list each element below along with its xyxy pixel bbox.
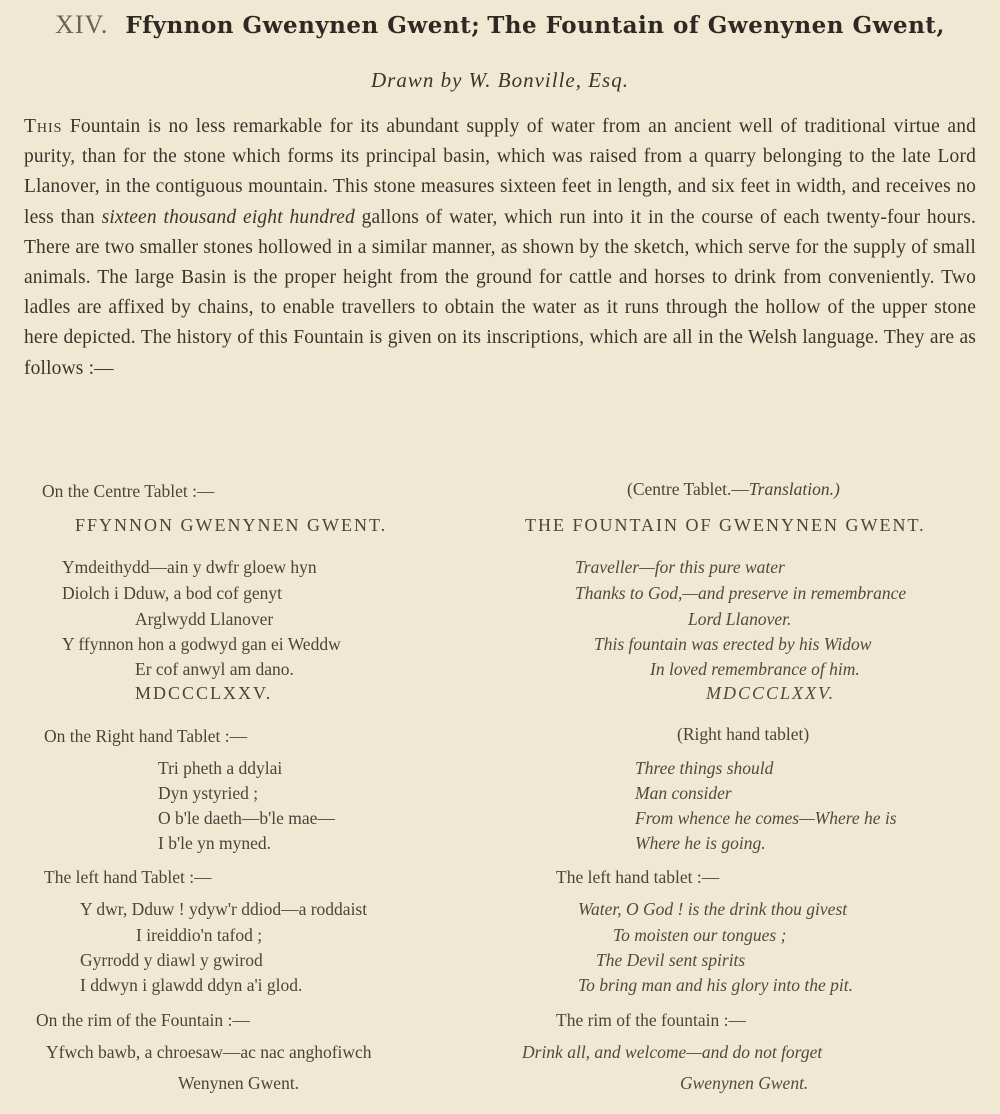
byline: Drawn by W. Bonville, Esq. (371, 68, 629, 92)
right-tablet-english-line: Three things should (635, 758, 774, 778)
left-tablet-english-line: To bring man and his glory into the pit. (578, 975, 854, 995)
centre-welsh-line: Arglwydd Llanover (135, 609, 274, 629)
title-welsh: Ffynnon Gwenynen Gwent; (125, 12, 481, 39)
centre-english-line: Lord Llanover. (688, 609, 792, 629)
rim-english-line: Drink all, and welcome—and do not forget (522, 1042, 823, 1062)
rim-left-heading: On the rim of the Fountain :— (36, 1010, 250, 1030)
centre-english-title: THE FOUNTAIN OF GWENYNEN GWENT. (525, 515, 926, 535)
left-tablet-english-line: Water, O God ! is the drink thou givest (578, 899, 848, 919)
right-tablet-english-line: Man consider (635, 783, 732, 803)
title-english: The Fountain of Gwenynen Gwent, (487, 12, 945, 39)
right-tablet-english-line: Where he is going. (635, 833, 766, 853)
left-tablet-left-heading: The left hand Tablet :— (44, 867, 212, 887)
rim-right-heading: The rim of the fountain :— (556, 1010, 747, 1030)
centre-welsh-line: Y ffynnon hon a godwyd gan ei Weddw (62, 634, 341, 654)
section-number: XIV. (55, 10, 109, 39)
centre-welsh-line: Diolch i Dduw, a bod cof genyt (62, 583, 282, 603)
rim-welsh-line: Yfwch bawb, a chroesaw—ac nac anghofiwch (46, 1042, 372, 1062)
centre-english-line: MDCCCLXXV. (706, 683, 836, 703)
intro-paragraph (24, 112, 976, 384)
centre-right-heading-b: Translation.) (748, 479, 840, 499)
rim-english-line: Gwenynen Gwent. (680, 1073, 809, 1093)
right-tablet-left-heading: On the Right hand Tablet :— (44, 726, 248, 746)
right-tablet-english-line: From whence he comes—Where he is (635, 808, 897, 828)
left-tablet-english-line: To moisten our tongues ; (613, 925, 787, 945)
intro-first-word: This (24, 116, 63, 137)
rim-welsh-line: Wenynen Gwent. (178, 1073, 300, 1093)
left-tablet-welsh-line: Gyrrodd y diawl y gwirod (80, 950, 263, 970)
centre-english-line: Traveller—for this pure water (575, 557, 785, 577)
centre-welsh-line: MDCCCLXXV. (135, 683, 273, 703)
intro-italic-quantity: sixteen thousand eight hundred (101, 206, 355, 228)
centre-english-line: In loved remembrance of him. (650, 659, 860, 679)
centre-english-line: Thanks to God,—and preserve in remembrance (575, 583, 907, 603)
centre-english-line: This fountain was erected by his Widow (594, 634, 872, 654)
intro-text-a: Fountain is no less remarkable for its abundant supply of water from an ancient well of traditional virtue and purity, than for the stone which forms its principal basin, which was raised from a quarry belonging to the late Lord Llanover, in the contiguous mountain. This stone measures sixteen feet in length, and six feet in width, and receives no less than (24, 116, 976, 228)
left-tablet-welsh-line: Y dwr, Dduw ! ydyw'r ddiod—a roddaist (80, 899, 368, 919)
centre-welsh-title: FFYNNON GWENYNEN GWENT. (75, 515, 388, 535)
left-tablet-welsh-line: I ireiddio'n tafod ; (136, 925, 263, 945)
right-tablet-welsh-line: I b'le yn myned. (158, 833, 271, 853)
left-tablet-welsh-line: I ddwyn i glawdd ddyn a'i glod. (80, 975, 303, 995)
left-tablet-english-line: The Devil sent spirits (596, 950, 746, 970)
centre-right-heading-a: (Centre Tablet.— (627, 479, 749, 499)
intro-text-b: gallons of water, which run into it in the course of each twenty-four hours. There are two smaller stones hollowed in a similar manner, as shown by the sketch, which serve for the supply of small animals. The large Basin is the proper height from the ground for cattle and horses to drink from conveniently. Two ladles are affixed by chains, to enable travellers to obtain the water as it runs through the hollow of the upper stone here depicted. The history of this Fountain is given on its inscriptions, which are all in the Welsh language. They are as follows :— (24, 206, 977, 379)
right-tablet-welsh-line: Tri pheth a ddylai (158, 758, 283, 778)
right-tablet-right-heading: (Right hand tablet) (677, 724, 810, 744)
page-title (0, 10, 1000, 40)
centre-welsh-line: Ymdeithydd—ain y dwfr gloew hyn (62, 557, 317, 577)
right-tablet-welsh-line: Dyn ystyried ; (158, 783, 259, 803)
centre-welsh-line: Er cof anwyl am dano. (135, 659, 294, 679)
left-tablet-right-heading: The left hand tablet :— (556, 867, 720, 887)
right-tablet-welsh-line: O b'le daeth—b'le mae— (158, 808, 335, 828)
centre-right-heading (627, 479, 840, 500)
centre-left-heading: On the Centre Tablet :— (42, 481, 215, 501)
